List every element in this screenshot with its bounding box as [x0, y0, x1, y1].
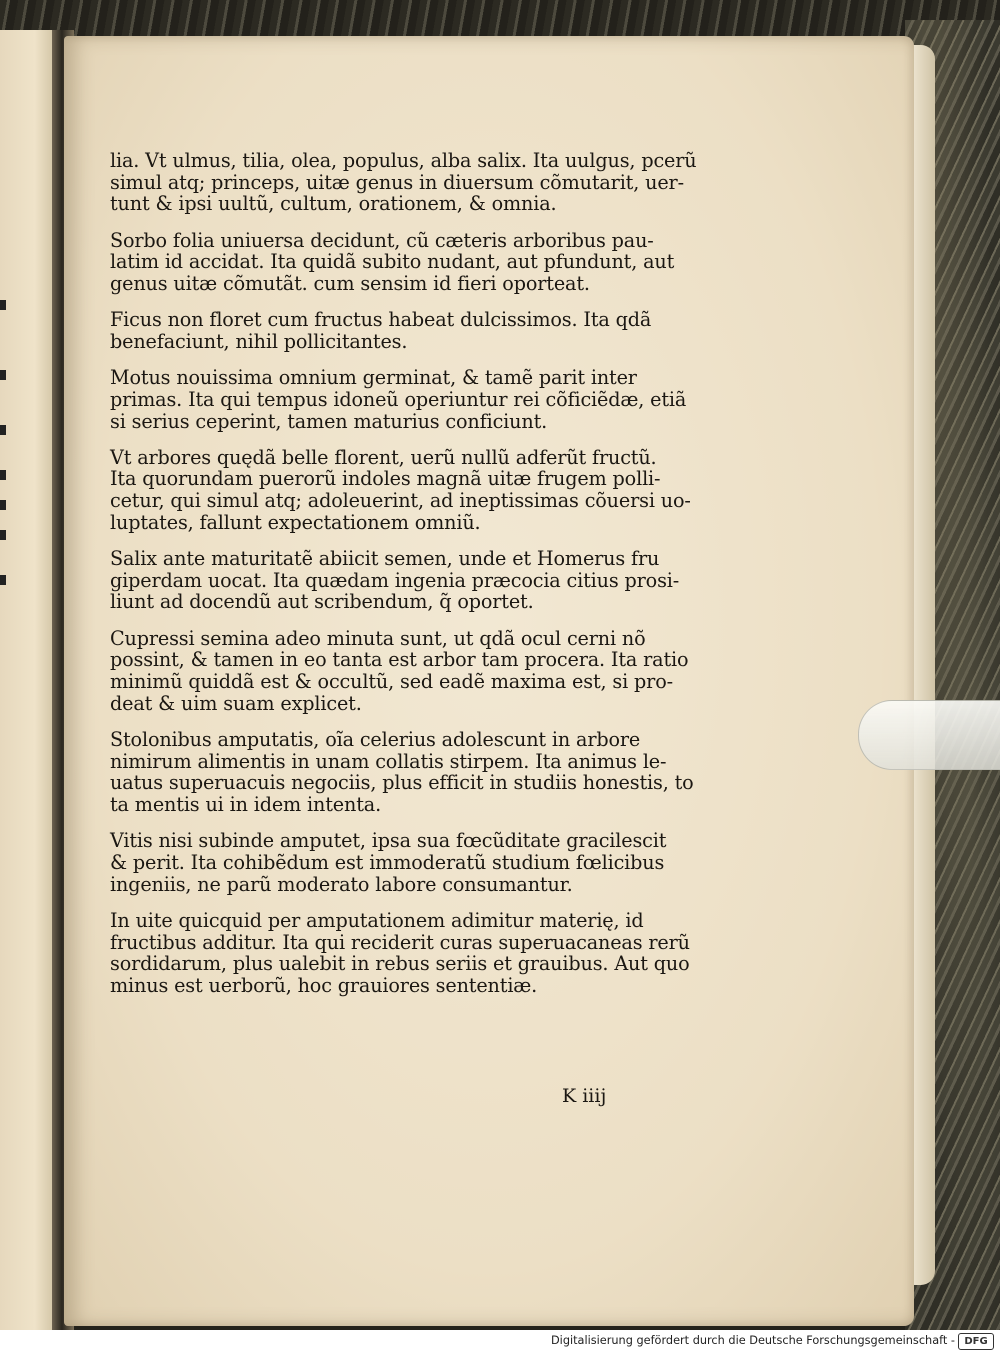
page-clip	[858, 700, 1000, 770]
text-line: ta mentis ui in idem intenta.	[110, 793, 382, 817]
signature-mark: K iiij	[562, 1085, 607, 1107]
text-line: latim id accidat. Ita quidã subito nudant, aut pfundunt, aut	[110, 250, 675, 274]
text-line: & perit. Ita cohibẽdum est immoderatũ studium fœlicibus	[110, 850, 665, 874]
text-line: uatus superuacuis negociis, plus efficit in studiis honestis, to	[110, 771, 694, 795]
paragraph	[110, 447, 710, 534]
text-line: Stolonibus amputatis, oĩa celerius adolescunt in arbore	[110, 727, 641, 751]
text-line: lia. Vt ulmus, tilia, olea, populus, alba salix. Ita uulgus, pcerũ	[110, 149, 697, 172]
paragraph	[110, 548, 710, 613]
paragraph	[110, 230, 710, 295]
text-line: benefaciunt, nihil pollicitantes.	[110, 329, 408, 353]
binding-board-top	[0, 0, 1000, 38]
dfg-logo: DFG	[958, 1333, 994, 1350]
paragraph	[110, 150, 710, 215]
text-line: ingeniis, ne parũ moderato labore consumantur.	[110, 872, 573, 896]
text-line: Vitis nisi subinde amputet, ipsa sua fœcũditate gracilescit	[110, 829, 667, 853]
text-line: simul atq; princeps, uitæ genus in diuersum cõmutarit, uer-	[110, 170, 684, 194]
text-line: minus est uerborũ, hoc grauiores sententiæ.	[110, 974, 538, 997]
text-line: Ficus non floret cum fructus habeat dulcissimos. Ita qdã	[110, 308, 652, 332]
text-line: cetur, qui simul atq; adoleuerint, ad ineptissimas cõuersi uo-	[110, 489, 691, 513]
text-line: giperdam uocat. Ita quædam ingenia præcocia citius prosi-	[110, 568, 680, 592]
text-line: Vt arbores quędã belle florent, uerũ nullũ adferũt fructũ.	[110, 445, 657, 469]
text-line: possint, & tamen in eo tanta est arbor tam procera. Ita ratio	[110, 648, 689, 672]
text-line: sordidarum, plus ualebit in rebus seriis et grauibus. Aut quo	[110, 952, 690, 976]
text-line: Salix ante maturitatẽ abiicit semen, unde et Homerus fru	[110, 547, 660, 571]
text-line: Sorbo folia uniuersa decidunt, cũ cæteris arboribus pau-	[110, 228, 654, 252]
text-line: si serius ceperint, tamen maturius conficiunt.	[110, 409, 548, 433]
text-line: liunt ad docendũ aut scribendum, q̃ oportet.	[110, 590, 534, 614]
footer-credit: Digitalisierung gefördert durch die Deutsche Forschungsgemeinschaft -	[550, 1334, 955, 1347]
text-line: genus uitæ cõmutãt. cum sensim id fieri oporteat.	[110, 272, 590, 296]
text-line: nimirum alimentis in unam collatis stirpem. Ita animus le-	[110, 749, 667, 773]
text-line: Ita quorundam puerorũ indoles magnã uitæ frugem polli-	[110, 467, 661, 491]
paragraph	[110, 729, 710, 816]
paragraph	[110, 309, 710, 352]
text-line: luptates, fallunt expectationem omniũ.	[110, 510, 481, 534]
paragraph	[110, 830, 710, 895]
text-line: Cupressi semina adeo minuta sunt, ut qdã ocul cerni nõ	[110, 626, 646, 650]
text-line: primas. Ita qui tempus idoneũ operiuntur rei cõficiẽdæ, etiã	[110, 387, 687, 411]
text-line: Motus nouissima omnium germinat, & tamẽ parit inter	[110, 366, 637, 390]
text-line: fructibus additur. Ita qui reciderit curas superuacaneas rerũ	[110, 930, 690, 954]
text-line: tunt & ipsi uultũ, cultum, orationem, & omnia.	[110, 192, 557, 216]
page-text	[110, 150, 710, 1011]
text-line: In uite quicquid per amputationem adimitur materię, id	[110, 908, 644, 932]
paragraph	[110, 628, 710, 715]
paragraph	[110, 910, 710, 997]
text-line: deat & uim suam explicet.	[110, 691, 362, 715]
paragraph	[110, 367, 710, 432]
footer-bar	[0, 1330, 1000, 1353]
facing-page-sliver	[0, 30, 58, 1330]
text-line: minimũ quiddã est & occultũ, sed eadẽ maxima est, si pro-	[110, 670, 673, 694]
